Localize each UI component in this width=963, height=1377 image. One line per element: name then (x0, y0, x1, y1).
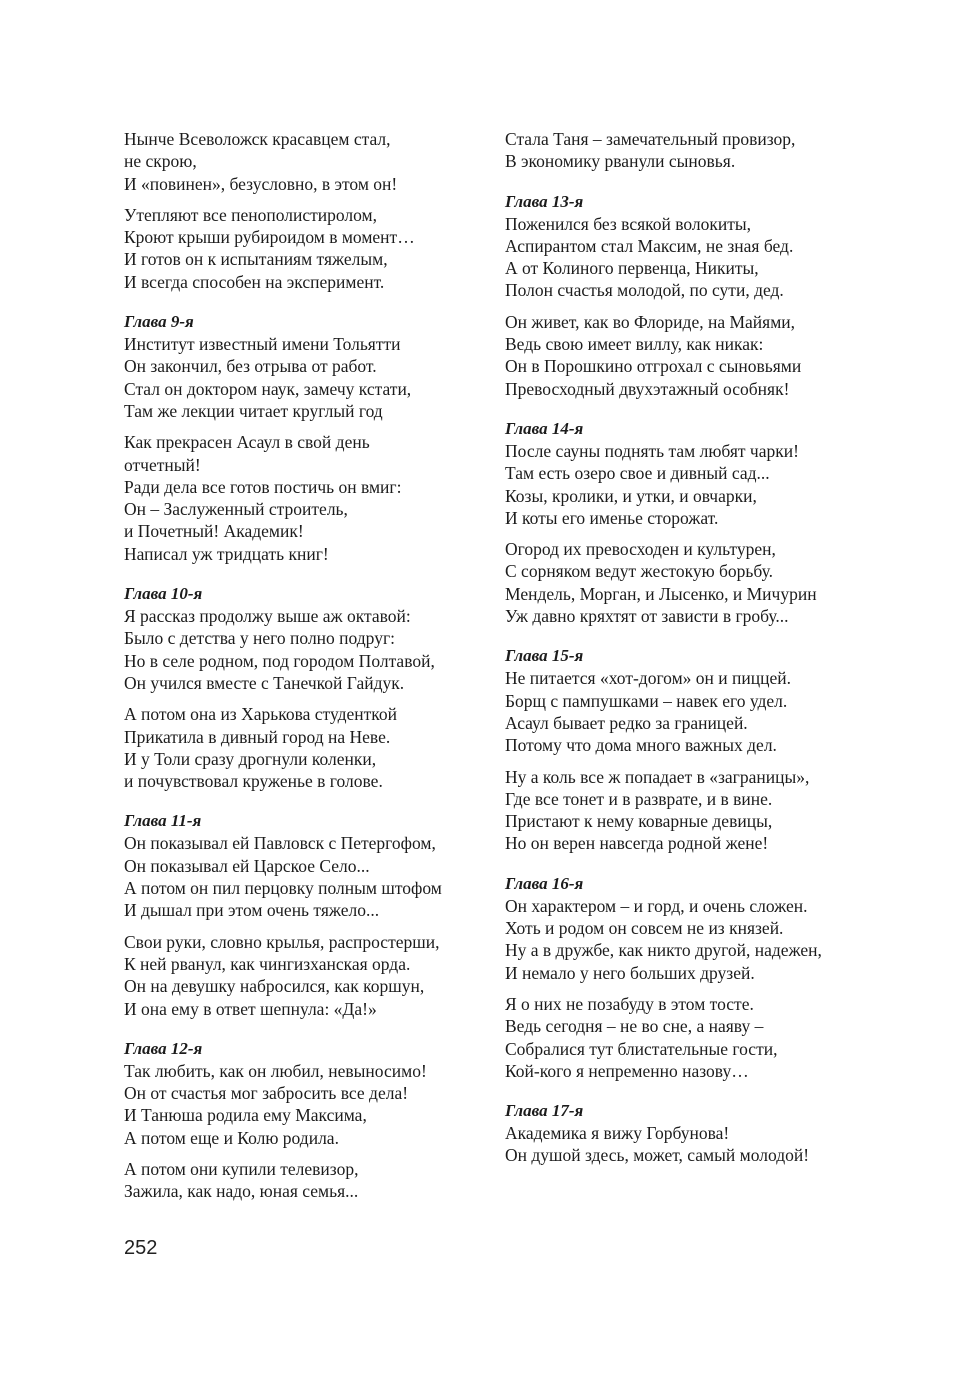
stanza (505, 128, 885, 173)
stanza (124, 605, 494, 694)
verse-line: А потом он пил перцовку полным штофом (124, 878, 442, 899)
stanza (505, 667, 885, 756)
chapter-heading: Глава 13-я (505, 191, 584, 211)
verse-line: Там есть озеро свое и дивный сад... (505, 463, 770, 484)
right-column (505, 128, 885, 1167)
page-number: 252 (124, 1237, 158, 1259)
verse-line: Полон счастья молодой, по сути, дед. (505, 280, 784, 301)
stanza (505, 311, 885, 400)
verse-line: Он показывал ей Павловск с Петергофом, (124, 833, 436, 854)
verse-line: Он закончил, без отрыва от работ. (124, 356, 377, 377)
stanza (124, 204, 494, 293)
verse-line: Собралися тут блистательные гости, (505, 1038, 778, 1059)
verse-line: Козы, кролики, и утки, и овчарки, (505, 485, 757, 506)
verse-line: Стала Таня – замечательный провизор, (505, 129, 796, 149)
verse-line: Но в селе родном, под городом Полтавой, (124, 650, 435, 671)
verse-line: А потом она из Харькова студенткой (124, 704, 398, 725)
verse-line: Борщ с пампушками – навек его удел. (505, 690, 788, 711)
stanza (124, 931, 494, 1020)
chapter-heading: Глава 12-я (124, 1038, 203, 1058)
verse-line: Он в Порошкино отгрохал с сыновьями (505, 356, 802, 377)
stanza (124, 703, 494, 792)
verse-line: К ней рванул, как чингизханская орда. (124, 953, 411, 974)
verse-line: Асаул бывает редко за границей. (505, 712, 748, 733)
verse-line: Как прекрасен Асаул в свой день (124, 432, 370, 453)
verse-line: Поженился без всякой волокиты, (505, 213, 752, 234)
verse-line: Кроют крыши рубироидом в момент… (124, 227, 415, 248)
verse-line: Не питается «хот-догом» он и пиццей. (505, 668, 791, 689)
chapter-heading: Глава 9-я (124, 312, 194, 332)
verse-line: И она ему в ответ шепнула: «Да!» (124, 998, 377, 1019)
stanza (124, 333, 494, 422)
verse-line: И Танюша родила ему Максима, (124, 1105, 367, 1126)
verse-line: Он душой здесь, может, самый молодой! (505, 1145, 810, 1166)
verse-line: После сауны поднять там любят чарки! (505, 440, 799, 461)
stanza (505, 1122, 885, 1167)
verse-line: Ради дела все готов постичь он вмиг: (124, 476, 402, 497)
verse-line: И всегда способен на эксперимент. (124, 271, 385, 292)
verse-line: Но он верен навсегда родной жене! (505, 833, 769, 854)
chapter-heading: Глава 16-я (505, 873, 584, 893)
verse-line: Он – Заслуженный строитель, (124, 499, 348, 520)
verse-line: Я о них не позабуду в этом тосте. (505, 993, 754, 1014)
stanza (124, 128, 494, 195)
verse-line: Огород их превосходен и культурен, (505, 539, 776, 560)
verse-line: А от Колиного первенца, Никиты, (505, 258, 759, 279)
verse-line: С сорняком ведут жестокую борьбу. (505, 561, 774, 582)
verse-line: Он показывал ей Царское Село... (124, 855, 370, 876)
verse-line: не скрою, (124, 151, 197, 172)
verse-line: И у Толи сразу дрогнули коленки, (124, 748, 377, 769)
verse-line: А потом еще и Колю родила. (124, 1127, 339, 1148)
verse-line: Ну а коль все ж попадает в «заграницы», (505, 766, 810, 787)
stanza (124, 1158, 494, 1203)
stanza (505, 440, 885, 529)
verse-line: И готов он к испытаниям тяжелым, (124, 249, 388, 270)
stanza (505, 538, 885, 627)
verse-line: Он от счастья мог забросить все дела! (124, 1083, 409, 1104)
verse-line: Он на девушку набросился, как коршун, (124, 976, 425, 997)
chapter-heading: Глава 15-я (505, 646, 584, 666)
verse-line: Зажила, как надо, юная семья... (124, 1181, 359, 1202)
verse-line: Академика я вижу Горбунова! (505, 1123, 730, 1144)
verse-line: Прикатила в дивный город на Неве. (124, 726, 391, 747)
stanza (505, 213, 885, 302)
verse-line: И «повинен», безусловно, в этом он! (124, 173, 398, 194)
verse-line: и почувствовал круженье в голове. (124, 771, 383, 792)
chapter-heading: Глава 10-я (124, 584, 203, 604)
verse-line: Нынче Всеволожск красавцем стал, (124, 129, 391, 149)
verse-line: И коты его именье сторожат. (505, 507, 719, 528)
stanza (505, 766, 885, 855)
verse-line: Где все тонет и в разврате, и в вине. (505, 788, 773, 809)
stanza (124, 1060, 494, 1149)
verse-line: Написал уж тридцать книг! (124, 543, 329, 564)
verse-line: Свои руки, словно крылья, распростерши, (124, 931, 440, 952)
left-column (124, 128, 494, 1203)
verse-line: Было с детства у него полно подруг: (124, 628, 395, 649)
stanza (124, 431, 494, 565)
verse-line: Мендель, Морган, и Лысенко, и Мичурин (505, 583, 817, 604)
verse-line: Ведь свою имеет виллу, как никак: (505, 334, 764, 355)
verse-line: Он учился вместе с Танечкой Гайдук. (124, 672, 405, 693)
stanza (505, 993, 885, 1082)
verse-line: В экономику рванули сыновья. (505, 151, 736, 172)
verse-line: Я рассказ продолжу выше аж октавой: (124, 606, 411, 627)
verse-line: Превосходный двухэтажный особняк! (505, 378, 790, 399)
verse-line: Пристают к нему коварные девицы, (505, 811, 773, 832)
verse-line: Потому что дома много важных дел. (505, 735, 777, 756)
verse-line: Он живет, как во Флориде, на Майями, (505, 311, 796, 332)
chapter-heading: Глава 17-я (505, 1101, 584, 1121)
chapter-heading: Глава 11-я (124, 811, 202, 831)
verse-line: Ну а в дружбе, как никто другой, надежен, (505, 940, 822, 961)
verse-line: Там же лекции читает круглый год (124, 400, 383, 421)
verse-line: Институт известный имени Тольятти (124, 334, 401, 355)
verse-line: Стал он доктором наук, замечу кстати, (124, 378, 412, 399)
verse-line: Так любить, как он любил, невыносимо! (124, 1060, 427, 1081)
verse-line: Кой-кого я непременно назову… (505, 1060, 749, 1081)
verse-line: Аспирантом стал Максим, не зная бед. (505, 235, 794, 256)
verse-line: А потом они купили телевизор, (124, 1158, 359, 1179)
verse-line: Уж давно кряхтят от зависти в гробу... (505, 606, 789, 627)
verse-line: Он характером – и горд, и очень сложен. (505, 895, 808, 916)
verse-line: отчетный! (124, 454, 201, 475)
verse-line: и Почетный! Академик! (124, 521, 304, 542)
verse-line: И дышал при этом очень тяжело... (124, 900, 380, 921)
stanza (505, 895, 885, 984)
chapter-heading: Глава 14-я (505, 418, 584, 438)
verse-line: Хоть и родом он совсем не из князей. (505, 918, 784, 939)
stanza (124, 832, 494, 921)
verse-line: Ведь сегодня – не во сне, а наяву – (505, 1016, 764, 1037)
verse-line: И немало у него больших друзей. (505, 962, 755, 983)
verse-line: Утепляют все пенополистиролом, (124, 204, 377, 225)
